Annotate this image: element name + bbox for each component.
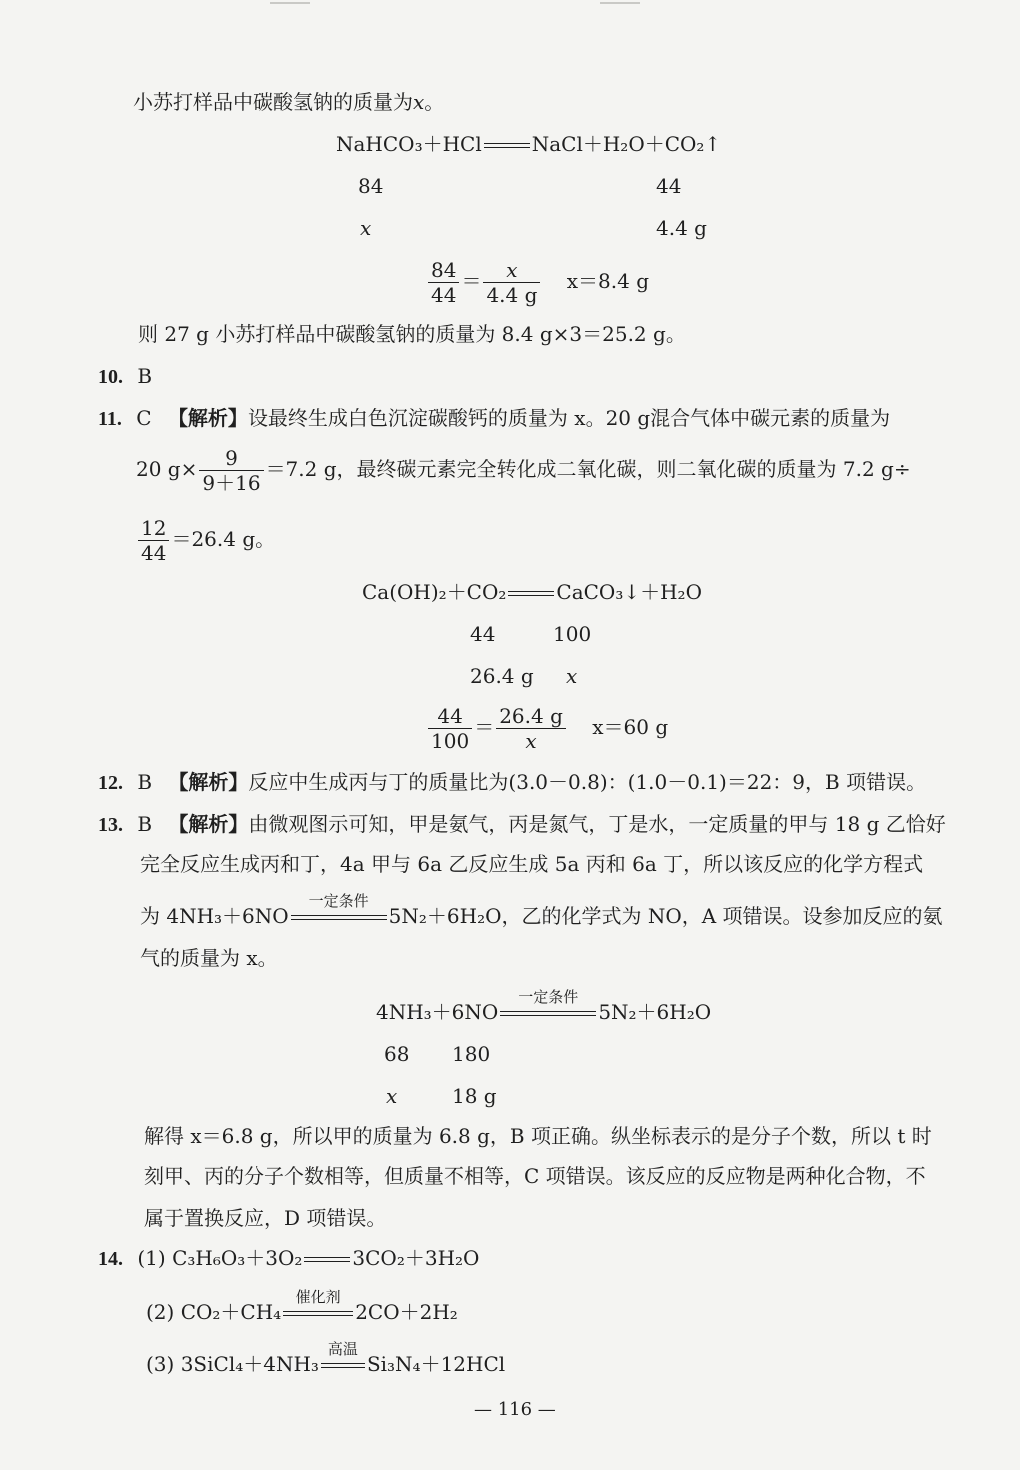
q9-eq-rhs: NaCl＋H₂O＋CO₂↑ xyxy=(531,132,722,156)
q11-text: ＝26.4 g。 xyxy=(171,527,276,551)
q13-line1 xyxy=(98,810,946,839)
q11-text: ＝7.2 g，最终碳元素完全转化成二氧化碳，则二氧化碳的质量为 7.2 g÷ xyxy=(265,457,911,481)
q9-intro xyxy=(133,88,444,116)
analysis-tag: 【解析】 xyxy=(168,770,249,794)
reaction-condition: 一定条件 xyxy=(518,987,579,1006)
q11-line2 xyxy=(136,444,911,495)
numerator: 44 xyxy=(428,704,472,729)
fraction xyxy=(496,704,566,753)
q9-var: x xyxy=(413,90,425,114)
numerator: 9 xyxy=(199,446,263,471)
q9-ratio-top-right: 44 xyxy=(656,174,682,198)
q13-ratio: x xyxy=(386,1084,398,1108)
reaction-condition-sign xyxy=(321,1339,365,1373)
q13-ratio: 68 xyxy=(384,1042,410,1066)
denominator: 4.4 g xyxy=(486,283,538,307)
page-number: — 116 — xyxy=(474,1399,556,1420)
q9-eq-lhs: NaHCO₃＋HCl xyxy=(336,132,482,156)
q11-ratio: 26.4 g xyxy=(470,664,534,688)
q9-intro-end: 。 xyxy=(424,90,445,114)
part-label: (1) xyxy=(137,1246,166,1270)
q11-ratio: 44 xyxy=(470,622,496,646)
denominator: 9＋16 xyxy=(202,471,261,495)
fraction xyxy=(138,516,169,565)
q9-ratio-top-left: 84 xyxy=(358,174,384,198)
reaction-condition: 催化剂 xyxy=(295,1287,341,1306)
numerator: 84 xyxy=(428,258,459,283)
q9-intro-text: 小苏打样品中碳酸氢钠的质量为 xyxy=(133,90,413,114)
q13-ratio: 18 g xyxy=(452,1084,497,1108)
q9-result: x＝8.4 g xyxy=(566,269,650,293)
q11-equation xyxy=(362,578,702,606)
q11-ratio: x xyxy=(566,664,578,688)
q13-solution-3: 属于置换反应，D 项错误。 xyxy=(144,1206,387,1230)
q14-part3 xyxy=(146,1339,506,1378)
reaction-equals-sign xyxy=(484,140,530,152)
reaction-condition: 高温 xyxy=(327,1339,358,1358)
part-label: (2) xyxy=(146,1300,175,1324)
numerator: 12 xyxy=(138,516,169,541)
q14-p2-lhs: CO₂＋CH₄ xyxy=(180,1300,282,1324)
q9-ratio-bot-right: 4.4 g xyxy=(656,216,707,240)
q13-text: 由微观图示可知，甲是氨气，丙是氮气，丁是水，一定质量的甲与 18 g 乙恰好 xyxy=(248,812,946,836)
q13-solution-1: 解得 x＝6.8 g，所以甲的质量为 6.8 g，B 项正确。纵坐标表示的是分子个数，所以 t 时 xyxy=(144,1124,932,1148)
question-number: 11. xyxy=(98,408,122,430)
scan-edge-mark xyxy=(600,2,640,4)
scan-edge-mark xyxy=(270,2,310,4)
numerator: x xyxy=(483,258,540,283)
denominator: 100 xyxy=(431,729,470,753)
numerator: 26.4 g xyxy=(496,704,566,729)
q13-line4: 气的质量为 x。 xyxy=(140,946,278,970)
fraction xyxy=(483,258,540,307)
q11-eq-rhs: CaCO₃↓＋H₂O xyxy=(556,580,702,604)
question-number: 12. xyxy=(98,772,123,794)
q13-line2: 完全反应生成丙和丁，4a 甲与 6a 乙反应生成 5a 丙和 6a 丁，所以该反应的化学方程式 xyxy=(140,852,924,876)
q11-text: 设最终生成白色沉淀碳酸钙的质量为 x。20 g混合气体中碳元素的质量为 xyxy=(247,406,891,430)
q12 xyxy=(98,768,926,797)
question-number: 14. xyxy=(98,1248,123,1270)
q11-line1 xyxy=(98,404,890,433)
denominator: x xyxy=(525,729,537,753)
reaction-condition-sign xyxy=(291,891,387,925)
q13-ratio: 180 xyxy=(452,1042,491,1066)
answer-choice: B xyxy=(137,770,153,794)
q14-p3-lhs: 3SiCl₄＋4NH₃ xyxy=(180,1352,319,1376)
q9-ratio-bot-left: x xyxy=(360,216,372,240)
q13-text: 5N₂＋6H₂O，乙的化学式为 NO，A 项错误。设参加反应的氨 xyxy=(388,904,943,928)
q13-eq-rhs: 5N₂＋6H₂O xyxy=(598,1000,712,1024)
q13-eq-lhs: 4NH₃＋6NO xyxy=(376,1000,499,1024)
q11-proportion: $\frac{44}{100}$ ＝ $\frac{26.4 g}{x}$ x＝60 g xyxy=(426,702,668,753)
fraction xyxy=(428,258,459,307)
fraction xyxy=(199,446,263,495)
reaction-condition-sign xyxy=(500,987,596,1021)
analysis-tag: 【解析】 xyxy=(167,406,248,430)
reaction-equals-sign xyxy=(304,1254,350,1266)
q13-line3 xyxy=(140,891,943,930)
q11-ratio: 100 xyxy=(553,622,592,646)
reaction-equals-sign xyxy=(508,588,554,600)
q13-solution-2: 刻甲、丙的分子个数相等，但质量不相等，C 项错误。该反应的反应物是两种化合物，不 xyxy=(144,1164,926,1188)
answer-choice: C xyxy=(136,406,152,430)
q11-line3 xyxy=(136,514,275,565)
reaction-condition: 一定条件 xyxy=(308,891,369,910)
reaction-condition-sign xyxy=(283,1287,353,1321)
q14-part1 xyxy=(98,1244,479,1273)
denominator: 44 xyxy=(141,541,167,565)
q13-text: 为 4NH₃＋6NO xyxy=(140,904,289,928)
q12-text: 反应中生成丙与丁的质量比为(3.0－0.8)：(1.0－0.1)＝22：9，B 项错误。 xyxy=(248,770,927,794)
analysis-tag: 【解析】 xyxy=(168,812,249,836)
q11-result: x＝60 g xyxy=(592,715,669,739)
q14-p1-rhs: 3CO₂＋3H₂O xyxy=(352,1246,480,1270)
q14-p1-lhs: C₃H₆O₃＋3O₂ xyxy=(172,1246,303,1270)
q13-equation xyxy=(376,987,712,1026)
answer-choice: B xyxy=(137,812,153,836)
q9-conclusion: 则 27 g 小苏打样品中碳酸氢钠的质量为 8.4 g×3＝25.2 g。 xyxy=(138,322,686,346)
q14-p2-rhs: 2CO＋2H₂ xyxy=(355,1300,458,1324)
q11-text: 20 g× xyxy=(136,457,198,481)
q9-equation xyxy=(336,130,721,158)
q14-part2 xyxy=(146,1287,458,1326)
answer-choice: B xyxy=(137,364,153,388)
q9-proportion: $\frac{84}{44}$ ＝ $\frac{x}{4.4 g}$ x＝8.4 g xyxy=(426,256,649,307)
question-number: 13. xyxy=(98,814,123,836)
fraction xyxy=(428,704,472,753)
q11-eq-lhs: Ca(OH)₂＋CO₂ xyxy=(362,580,507,604)
question-number: 10. xyxy=(98,366,123,388)
q14-p3-rhs: Si₃N₄＋12HCl xyxy=(366,1352,506,1376)
q10 xyxy=(98,362,152,391)
denominator: 44 xyxy=(431,283,457,307)
part-label: (3) xyxy=(146,1352,175,1376)
